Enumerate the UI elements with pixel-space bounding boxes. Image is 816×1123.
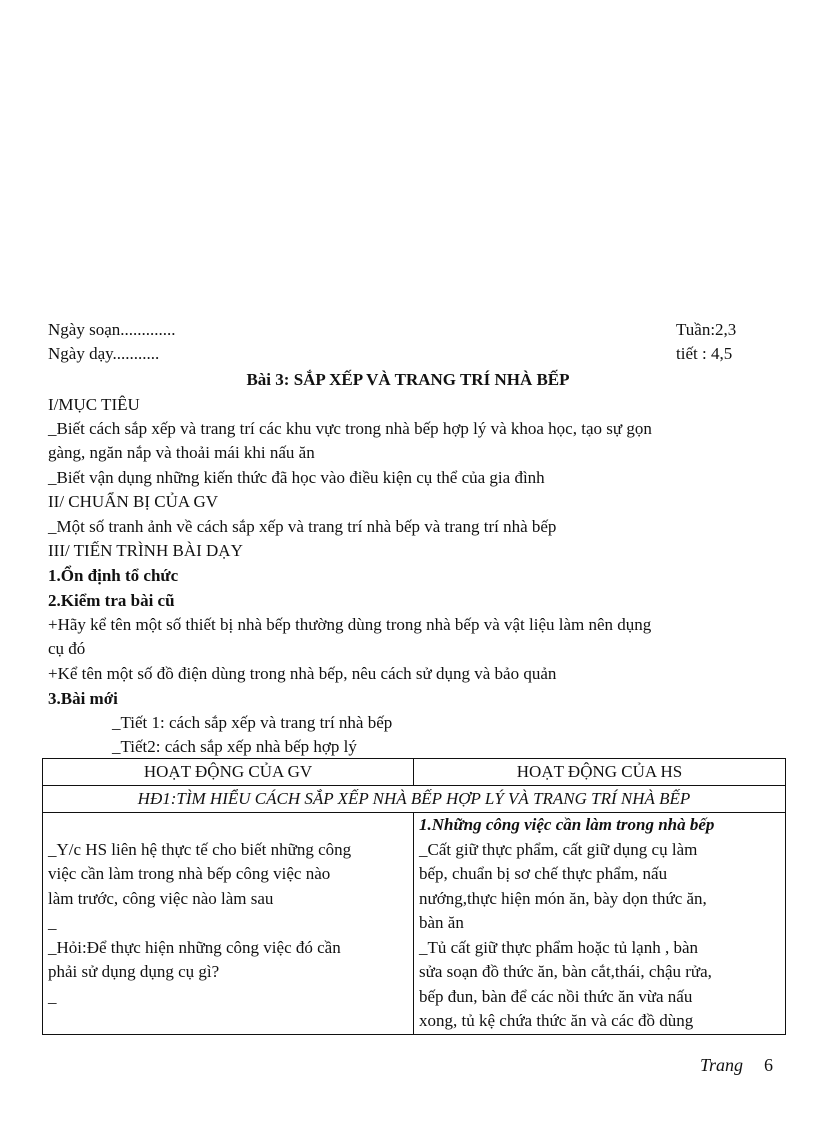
hs-line: xong, tủ kệ chứa thức ăn và các đồ dùng xyxy=(419,1011,694,1030)
ngay-soan: Ngày soạn............. xyxy=(48,320,176,339)
muc-tieu-heading: I/MỤC TIÊU xyxy=(48,395,140,414)
chuan-bi-heading: II/ CHUẨN BỊ CỦA GV xyxy=(48,492,218,511)
kiem-tra-heading: 2.Kiểm tra bài cũ xyxy=(48,591,175,610)
gv-line: việc cần làm trong nhà bếp công việc nào xyxy=(48,864,331,883)
chuan-bi-item: _Một số tranh ảnh về cách sắp xếp và trang trí nhà bếp và trang trí nhà bếp xyxy=(48,517,557,536)
hs-line: _Tủ cất giữ thực phẩm hoặc tủ lạnh , bàn xyxy=(419,937,699,957)
tiet-1-item: _Tiết 1: cách sắp xếp và trang trí nhà bếp xyxy=(112,713,393,732)
gv-line: _ xyxy=(48,986,57,1006)
lesson-title: Bài 3: SẮP XẾP VÀ TRANG TRÍ NHÀ BẾP xyxy=(246,370,570,389)
kiem-tra-question: +Hãy kể tên một số thiết bị nhà bếp thường dùng trong nhà bếp và vật liệu làm nên dụng xyxy=(48,615,652,634)
hs-line: bếp đun, bàn để các nồi thức ăn vừa nấu xyxy=(419,986,693,1006)
muc-tieu-item: gàng, ngăn nắp và thoải mái khi nấu ăn xyxy=(48,443,315,462)
kiem-tra-question: cụ đó xyxy=(48,639,86,658)
hs-line: _Cất giữ thực phẩm, cất giữ dụng cụ làm xyxy=(419,839,698,859)
hs-line: sửa soạn đồ thức ăn, bàn cắt,thái, chậu rửa, xyxy=(419,962,712,981)
tiet-2-item: _Tiết2: cách sắp xếp nhà bếp hợp lý xyxy=(112,737,357,756)
gv-activity-cell xyxy=(43,813,414,1035)
tiet: tiết : 4,5 xyxy=(676,344,733,363)
hs-line: bàn ăn xyxy=(419,913,464,932)
kiem-tra-question: +Kể tên một số đồ điện dùng trong nhà bếp, nêu cách sử dụng và bảo quản xyxy=(48,664,557,683)
gv-line: _ xyxy=(48,913,57,932)
gv-line: _Y/c HS liên hệ thực tế cho biết những công xyxy=(48,839,352,859)
table-row xyxy=(43,813,786,1035)
tuan: Tuần:2,3 xyxy=(676,320,737,339)
muc-tieu-item: _Biết cách sắp xếp và trang trí các khu vực trong nhà bếp hợp lý và khoa học, tạo sự gọn xyxy=(48,419,652,438)
gv-line xyxy=(48,1009,408,1034)
hs-line: bếp, chuẩn bị sơ chế thực phẩm, nấu xyxy=(419,864,668,883)
activity-table xyxy=(42,758,786,1035)
page-number: 6 xyxy=(764,1055,773,1075)
col-header-hs: HOẠT ĐỘNG CỦA HS xyxy=(414,759,786,786)
col-header-gv: HOẠT ĐỘNG CỦA GV xyxy=(43,759,414,786)
gv-line xyxy=(48,813,408,838)
ngay-day: Ngày dạy........... xyxy=(48,344,160,363)
muc-tieu-item: _Biết vận dụng những kiến thức đã học vào điều kiện cụ thể của gia đình xyxy=(48,468,545,487)
gv-line: làm trước, công việc nào làm sau xyxy=(48,888,274,908)
bai-moi-heading: 3.Bài mới xyxy=(48,689,118,708)
page-label: Trang xyxy=(700,1055,744,1075)
hs-title: 1.Những công việc cần làm trong nhà bếp xyxy=(419,815,715,834)
hs-line: nướng,thực hiện món ăn, bày dọn thức ăn, xyxy=(419,888,707,908)
on-dinh-heading: 1.Ổn định tổ chức xyxy=(48,566,179,585)
gv-line: _Hỏi:Để thực hiện những công việc đó cần xyxy=(48,937,341,957)
tien-trinh-heading: III/ TIẾN TRÌNH BÀI DẠY xyxy=(48,541,243,560)
hd1-heading: HĐ1:TÌM HIỂU CÁCH SẮP XẾP NHÀ BẾP HỢP LÝ VÀ TRANG TRÍ NHÀ BẾP xyxy=(43,786,786,813)
table-header-row xyxy=(43,759,786,786)
hs-activity-cell xyxy=(414,813,786,1035)
table-section-row xyxy=(43,786,786,813)
gv-line: phải sử dụng dụng cụ gì? xyxy=(48,962,220,981)
